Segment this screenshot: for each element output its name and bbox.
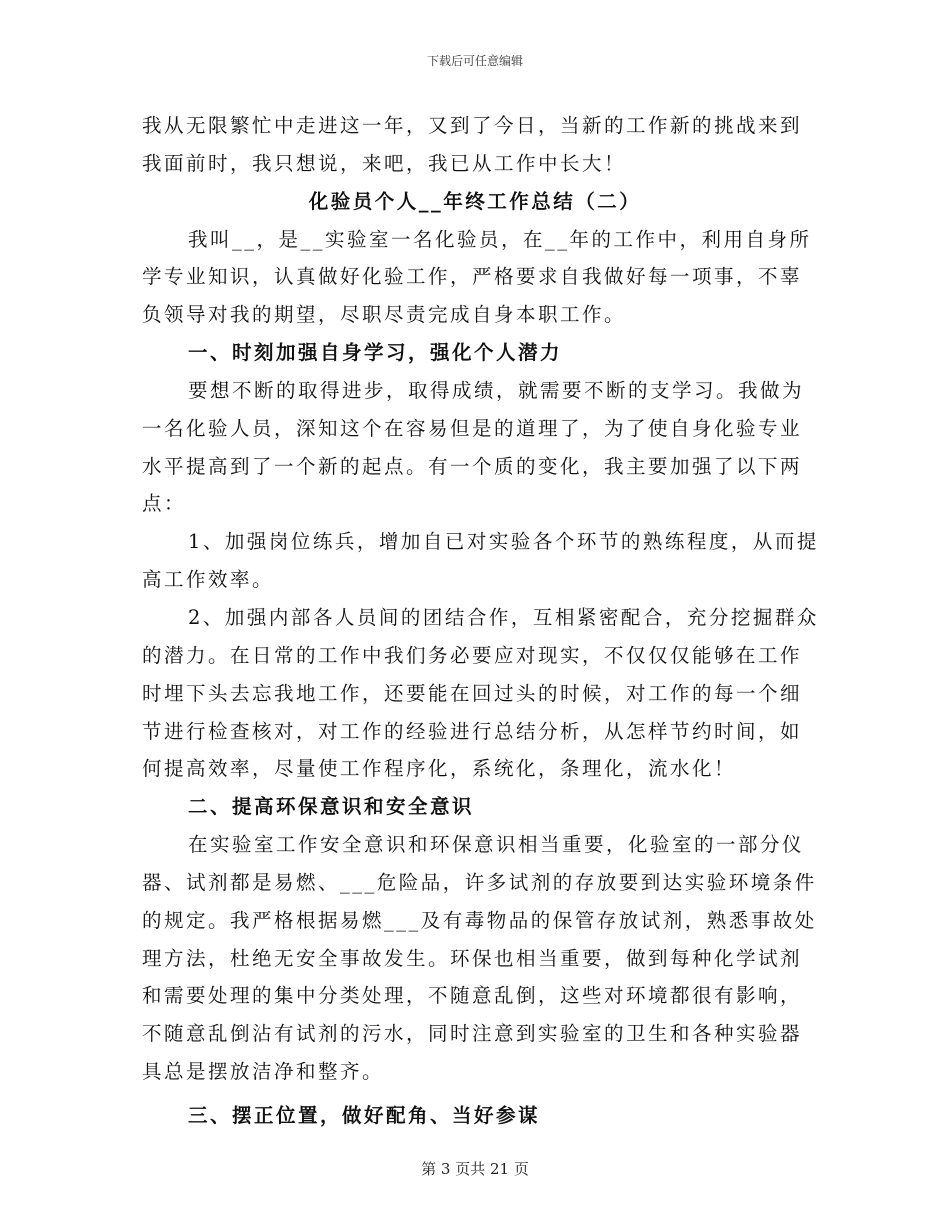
document-body xyxy=(142,107,819,1135)
heading-1: 一、时刻加强自身学习，强化个人潜力 xyxy=(188,341,563,365)
section-title: 化验员个人__年终工作总结（二） xyxy=(308,189,642,213)
text-line: 在实验室工作安全意识和环保意识相当重要，化验室的一部分仪 xyxy=(188,833,805,857)
text-line: 学专业知识，认真做好化验工作，严格要求自我做好每一项事，不辜 xyxy=(142,265,803,289)
text-line: 理方法，杜绝无安全事故发生。环保也相当重要，做到每种化学试剂 xyxy=(142,946,803,970)
text-line: 我从无限繁忙中走进这一年，又到了今日，当新的工作新的挑战来到 xyxy=(142,114,803,137)
page-header: 下载后可任意编辑 xyxy=(426,54,523,68)
text-line: 具总是摆放洁净和整齐。 xyxy=(142,1060,385,1084)
heading-2: 二、提高环保意识和安全意识 xyxy=(188,795,475,819)
text-line: 时埋下头去忘我地工作，还要能在回过头的时候，对工作的每一个细 xyxy=(142,681,803,705)
text-line: 水平提高到了一个新的起点。有一个质的变化，我主要加强了以下两 xyxy=(142,454,803,478)
page-footer: 第 3 页共 21 页 xyxy=(421,1160,529,1178)
text-line: 和需要处理的集中分类处理，不随意乱倒，这些对环境都很有影响， xyxy=(142,984,803,1008)
text-line: 要想不断的取得进步，取得成绩，就需要不断的支学习。我做为 xyxy=(188,378,805,402)
text-line: 器、试剂都是易燃、___危险品，许多试剂的存放要到达实验环境条件 xyxy=(142,870,817,894)
text-line: 何提高效率，尽量使工作程序化，系统化，条理化，流水化！ xyxy=(142,757,737,781)
text-line: 1、加强岗位练兵，增加自已对实验各个环节的熟练程度，从而提 xyxy=(188,530,819,554)
text-line: 的潜力。在日常的工作中我们务必要应对现实，不仅仅仅能够在工作 xyxy=(142,643,803,667)
text-line: 负领导对我的期望，尽职尽责完成自身本职工作。 xyxy=(142,303,627,327)
text-line: 一名化验人员，深知这个在容易但是的道理了，为了使自身化验专业 xyxy=(142,416,803,440)
text-line: 高工作效率。 xyxy=(142,568,275,592)
text-line: 2、加强内部各人员间的团结合作，互相紧密配合，充分挖掘群众 xyxy=(188,605,819,629)
text-line: 不随意乱倒沾有试剂的污水，同时注意到实验室的卫生和各种实验器 xyxy=(142,1022,803,1046)
text-line: 我面前时，我只想说，来吧，我已从工作中长大！ xyxy=(142,151,627,175)
text-line: 点： xyxy=(142,492,187,516)
text-line: 节进行检查核对，对工作的经验进行总结分析，从怎样节约时间，如 xyxy=(142,719,803,743)
heading-3: 三、摆正位置，做好配角、当好参谋 xyxy=(188,1103,541,1127)
text-line: 的规定。我严格根据易燃___及有毒物品的保管存放试剂，熟悉事故处 xyxy=(142,908,817,932)
text-line: 我叫__，是__实验室一名化验员，在__年的工作中，利用自身所 xyxy=(188,227,812,251)
